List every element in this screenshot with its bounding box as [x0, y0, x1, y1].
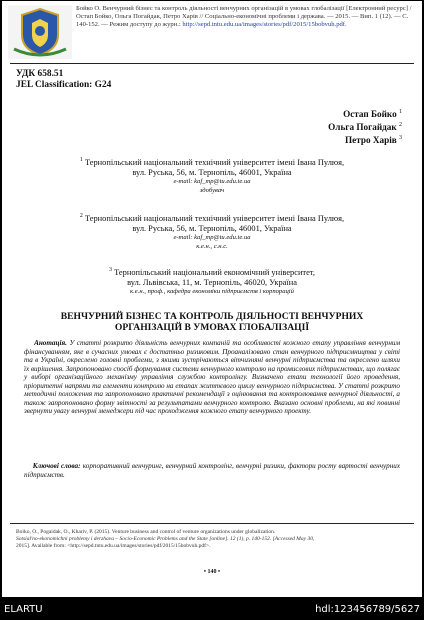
keywords-heading: Ключові слова:: [32, 462, 81, 470]
footer-reference: Boiko, O., Pogaidak, O., Khariv, P. (2015). Venture business and control of venture organizations under globalization. Sotsial'no-ekonomichni problemy i derzhava – Socio-Economic Problems and the State [online]. 12 (1), p. 140-152. [Accessed May 30, 2015]. Available from: <http://sepd.tntu.edu.ua/images/stories/pdf/2015/15bobvuh.pdf>.: [16, 529, 315, 550]
journal-logo-icon: [8, 5, 72, 59]
affiliation-role: к.е.н., с.н.с.: [196, 242, 228, 250]
classification-block: [16, 69, 111, 90]
abstract-heading: Анотація.: [34, 339, 67, 347]
footer-divider: [10, 523, 414, 524]
keywords: [24, 462, 400, 479]
affiliation-1: $^1$ Тернопільський національний технічний університет імені Івана Пулюя, вул. Руська, 56, м. Тернопіль, 46001, Україна e-mail: kaf_mp@tu.edu.te.ua здобувач: [16, 155, 408, 195]
affiliation-role: здобувач: [199, 186, 225, 194]
udc-code: УДК 658.51: [16, 69, 64, 79]
citation-text: [76, 5, 412, 29]
page-number: • 140 •: [203, 569, 221, 575]
document-page: [2, 1, 422, 597]
paper-title: ВЕНЧУРНИЙ БІЗНЕС ТА КОНТРОЛЬ ДІЯЛЬНОСТІ ВЕНЧУРНИХ ОРГАНІЗАЦІЙ В УМОВАХ ГЛОБАЛІЗАЦІЇ: [60, 311, 364, 334]
journal-header: [8, 3, 416, 61]
abstract-text: У статті розкрито діяльність венчурних компаній та особливості кожного етапу управління венчурним фінансуванням, яке в сучасних умовах є достатньо ризиковим. Проаналізовано стан венчурного підприємництва у світі та в Україні, окреслено головні проблеми, з якими зустрічаються вітчизняні венчурні підприємства та окреслено шляхи їх вирішення. Запропоновано спосіб формування системи венчурного контролю на промислових підприємствах, що полягає у виборі організаційного механізму управління службою контролінгу. Визначено етапи технології його проведення, пріоритетні напрями та елементи контролю на етапах життєвого циклу венчурного підприємства. У статті розкрито методичні положення та запропоновано практичні рекомендації з оцінювання та контролювання венчурної діяльності, а також запропоновано форму звітності за результатами венчурного контролю. Вказано основні проблеми, на які повинні звернути увагу венчурні менеджери під час проходження кожного етапу венчурного проекту.: [24, 339, 401, 416]
citation-url[interactable]: http://sepd.tntu.edu.ua/images/stories/pdf/2015/15bobvuh.pdf.: [182, 21, 347, 28]
citation: Бойко О. Венчурний бізнес та контроль діяльності венчурних організацій в умовах глобалізації [Електронний ресурс] / Остап Бойко, Ольга Погайдак, Петро Харів // Соціально-економічні проблеми і держава. — 2015. — Вип. 1 (12). — С. 140-152. — Режим доступу до журн.:: [76, 5, 412, 28]
jel-code: JEL Classification: G24: [16, 79, 112, 90]
abstract: [24, 339, 400, 416]
author: Петро Харів $^3$: [345, 134, 402, 145]
author: Остап Бойко $^1$: [343, 109, 402, 120]
affiliation-email[interactable]: e-mail: kaf_mp@tu.edu.te.ua: [173, 178, 251, 186]
author-list: [328, 107, 402, 146]
author: Ольга Погайдак $^2$: [328, 121, 402, 132]
affiliation-3: $^3$ Тернопільський національний економічний університет, вул. Львівська, 11, м. Тернопіль, 46020, Україна к.е.н., проф., кафедра економіки підприємств і корпорацій: [16, 265, 408, 297]
keywords-text: корпоративний венчуринг, венчурний контролінг, венчурні ризики, фактори росту вартості венчурних підприємств.: [24, 462, 400, 479]
affiliation-email[interactable]: e-mail: kaf_mp@tu.edu.te.ua: [173, 234, 251, 242]
affiliation-2: $^2$ Тернопільський національний технічний університет імені Івана Пулюя, вул. Руська, 56, м. Тернопіль, 46001, Україна e-mail: kaf_mp@tu.edu.te.ua к.е.н., с.н.с.: [16, 211, 408, 251]
affiliation-role: к.е.н., проф., кафедра економіки підприємств і корпорацій: [130, 288, 294, 296]
repository-name: ELARTU: [4, 604, 43, 615]
handle-id[interactable]: hdl:123456789/5627: [315, 604, 420, 615]
header-divider: [10, 63, 414, 64]
viewer-status-bar: [0, 598, 424, 620]
